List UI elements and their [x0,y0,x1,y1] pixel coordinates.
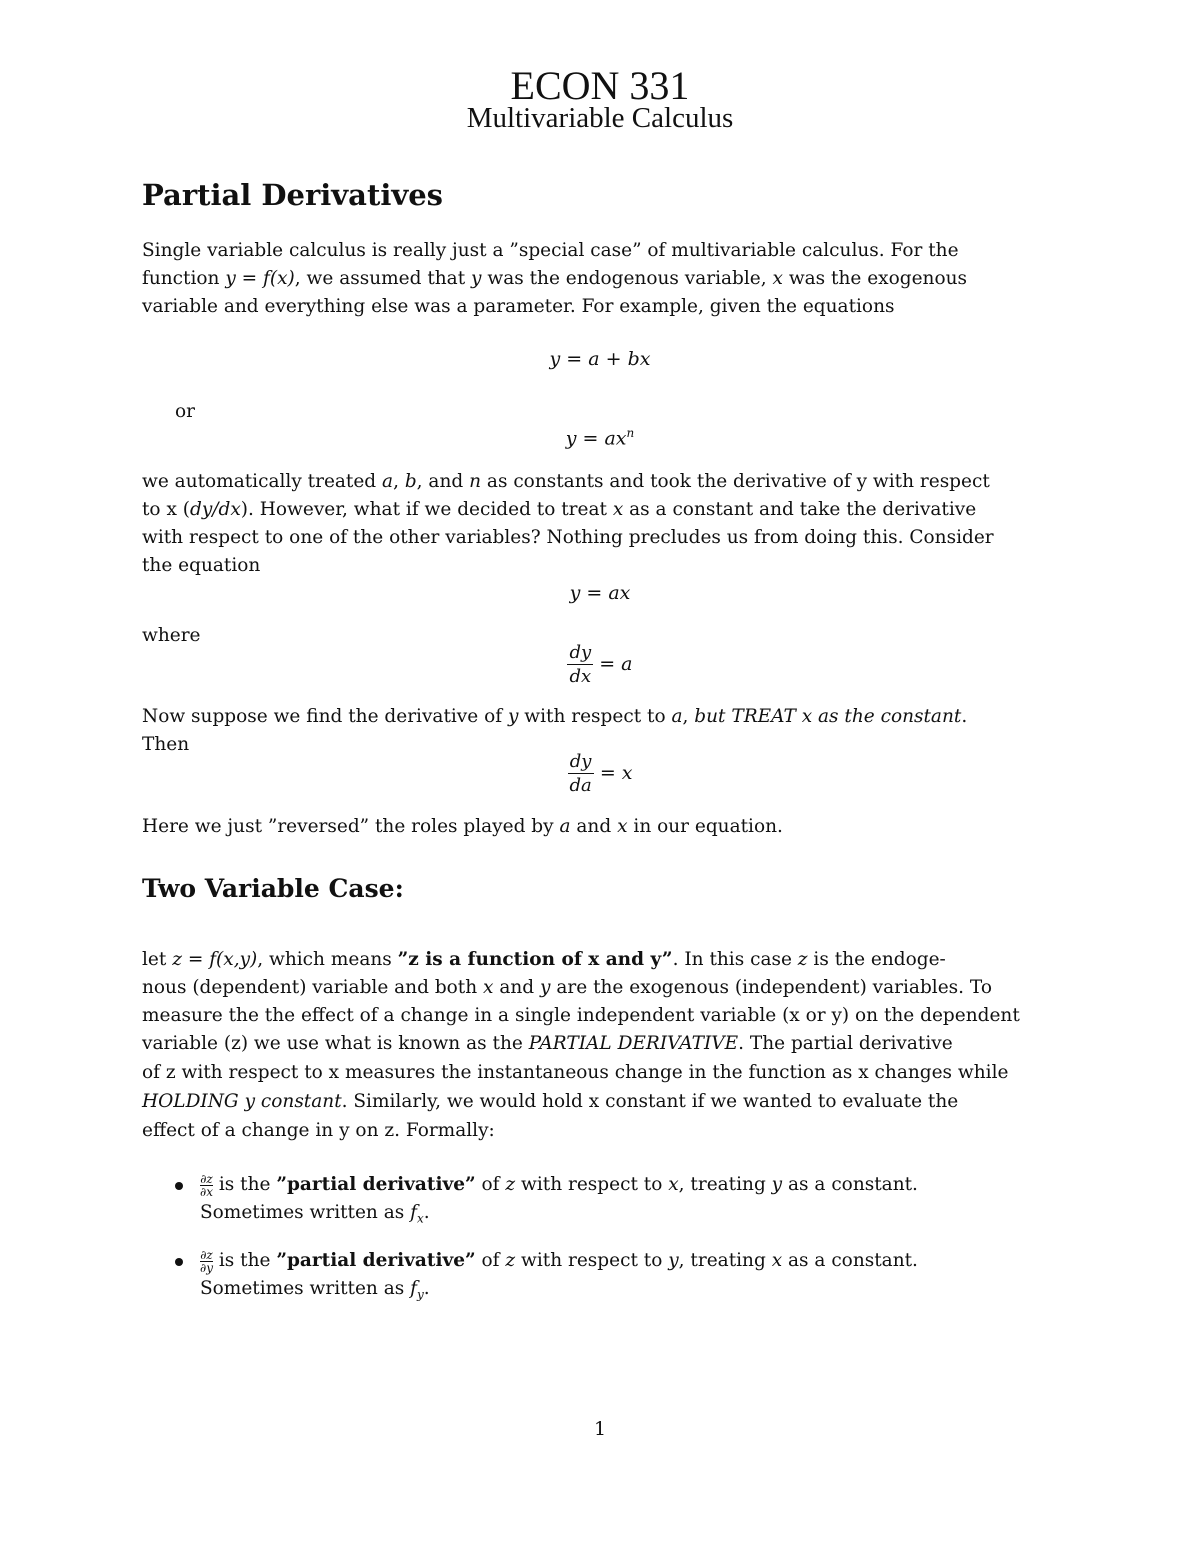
s2-line-7: effect of a change in y on z. Formally: [142,1120,495,1141]
document-title: ECON 331 [510,63,690,108]
equation-dydx [0,643,1200,687]
text-span: variable (z) we use what is known as the [142,1033,529,1054]
equation-dyda [0,752,1200,796]
text-span: as a constant and take the derivative [623,499,977,520]
text-span: Now suppose we find the derivative of [142,706,508,727]
bold-span: ”partial derivative” [276,1174,476,1195]
text-span: let [142,949,173,970]
bold-span: ”partial derivative” [276,1250,476,1271]
intro-line-3: variable and everything else was a parameter. For example, given the equations [142,296,895,317]
math-span: y [540,977,551,998]
text-span: . [423,1278,430,1299]
math-span: dy/dx [189,499,241,520]
math-span: z [505,1250,516,1271]
s2-line-5: of z with respect to x measures the instantaneous change in the function as x changes while [142,1062,1009,1083]
text-span: as a constant. [782,1174,918,1195]
text-span: . In this case [672,949,798,970]
section-heading-two-variable-case: Two Variable Case: [142,874,404,903]
text-span: nous (dependent) variable and both [142,977,484,998]
subscript: y [417,1287,424,1302]
text-span: we automatically treated [142,471,383,492]
text-span: is the [212,1250,277,1271]
math-span: y [771,1174,783,1195]
bold-span: ”z is a function of x and y” [397,949,673,970]
text-span: with respect to [515,1174,669,1195]
math-span: z [505,1174,516,1195]
math-span: y [507,706,519,727]
math-span: y = f(x) [225,268,295,289]
math-span: n [469,471,482,492]
text-span: , which means [257,949,398,970]
math-span: a [559,816,571,837]
para2-line-3: with respect to one of the other variables? Nothing precludes us from doing this. Consider [142,527,994,548]
text-span: are the exogenous (independent) variables. To [550,977,992,998]
fraction-denominator: ∂x [200,1184,213,1199]
text-span: , [682,706,695,727]
text-span: , treating [678,1250,772,1271]
s2-line-3: measure the the effect of a change in a single independent variable (x or y) on the dependent [142,1005,1020,1026]
para2-line-2 [142,496,1060,524]
text-span: was the exogenous [782,268,968,289]
math-span: x [612,499,624,520]
fraction-numerator: ∂z [200,1247,213,1262]
text-span: in our equation. [627,816,783,837]
math-span: = x [599,762,633,784]
para3-line-1 [142,703,1060,731]
text-span: . [961,706,968,727]
text-span: is the [212,1174,277,1195]
text-span: to x ( [142,499,190,520]
text-span: as a constant. [782,1250,918,1271]
math-span: x [483,977,494,998]
text-span: with respect to [515,1250,669,1271]
fraction-numerator: ∂z [200,1171,213,1186]
bullet-2-line-2 [200,1275,1058,1303]
math-span: y [471,268,482,289]
text-span: Here we just ”reversed” the roles played by [142,816,560,837]
para2-line-4: the equation [142,555,261,576]
exponent: n [626,426,635,440]
text-span: function [142,268,226,289]
math-span: x [668,1174,679,1195]
math-span: f [410,1278,417,1299]
math-span: a [671,706,683,727]
text-span: with respect to [518,706,672,727]
para4-line-1 [142,813,1060,841]
bullet-2-line-1 [200,1247,1058,1275]
emphasis-span: but TREAT x as the constant [694,706,962,727]
text-span: . The partial derivative [738,1033,953,1054]
partial-fraction [200,1249,213,1274]
text-span: as constants and took the derivative of y with respect [481,471,990,492]
bullet-1-line-1 [200,1171,1058,1199]
math-span: y [668,1250,679,1271]
or-label: or [175,401,195,422]
text-span: Sometimes written as [200,1278,411,1299]
text-span: and [493,977,541,998]
text-span: , we assumed that [294,268,472,289]
math-span: z = f(x,y) [172,949,258,970]
text-span: , treating [678,1174,772,1195]
para3-line-2: Then [142,734,190,755]
math-span: x [772,268,783,289]
text-span: ). However, what if we decided to treat [240,499,613,520]
para2-line-1 [142,468,1060,496]
math-span: f [410,1202,417,1223]
fraction [567,643,593,687]
math-span: y = ax [565,427,627,450]
text-span: and [570,816,618,837]
text-span: was the endogenous variable, [481,268,773,289]
intro-line-1: Single variable calculus is really just a ”special case” of multivariable calculus. For the [142,240,959,261]
partial-fraction [200,1173,213,1198]
math-span: z [797,949,808,970]
fraction [568,752,594,796]
text-span: of [475,1250,506,1271]
math-span: b [404,471,417,492]
text-span: Sometimes written as [200,1202,411,1223]
emphasis-span: PARTIAL DERIVATIVE [528,1033,739,1054]
text-span: is the endoge- [807,949,946,970]
text-span: , [393,471,405,492]
bullet-1-line-2 [200,1199,1058,1227]
s2-line-6 [142,1088,1060,1116]
s2-line-2 [142,974,1060,1002]
bullet-marker [175,1182,183,1190]
fraction-denominator: da [569,775,592,796]
equation-product: y = ax [569,582,631,604]
page-number: 1 [593,1418,607,1440]
equation-linear: y = a + bx [549,348,651,370]
intro-line-2 [142,265,1060,293]
fraction-denominator: dx [569,666,592,687]
text-span: of [475,1174,506,1195]
s2-line-1 [142,946,1060,974]
subscript: x [417,1211,424,1226]
text-span: . Similarly, we would hold x constant if we wanted to evaluate the [341,1091,959,1112]
math-span: x [617,816,628,837]
document-subtitle: Multivariable Calculus [466,102,734,134]
fraction-denominator: ∂y [200,1260,213,1275]
where-label: where [142,625,201,646]
text-span: , and [416,471,470,492]
s2-line-4 [142,1030,1060,1058]
fraction-numerator: dy [569,751,592,772]
math-span: a [382,471,394,492]
fraction-numerator: dy [569,642,592,663]
equation-power [0,426,1200,449]
section-heading-partial-derivatives: Partial Derivatives [142,178,443,212]
text-span: . [423,1202,430,1223]
emphasis-span: HOLDING y constant [142,1091,342,1112]
math-span: = a [599,653,633,675]
math-span: x [771,1250,783,1271]
bullet-marker [175,1258,183,1266]
